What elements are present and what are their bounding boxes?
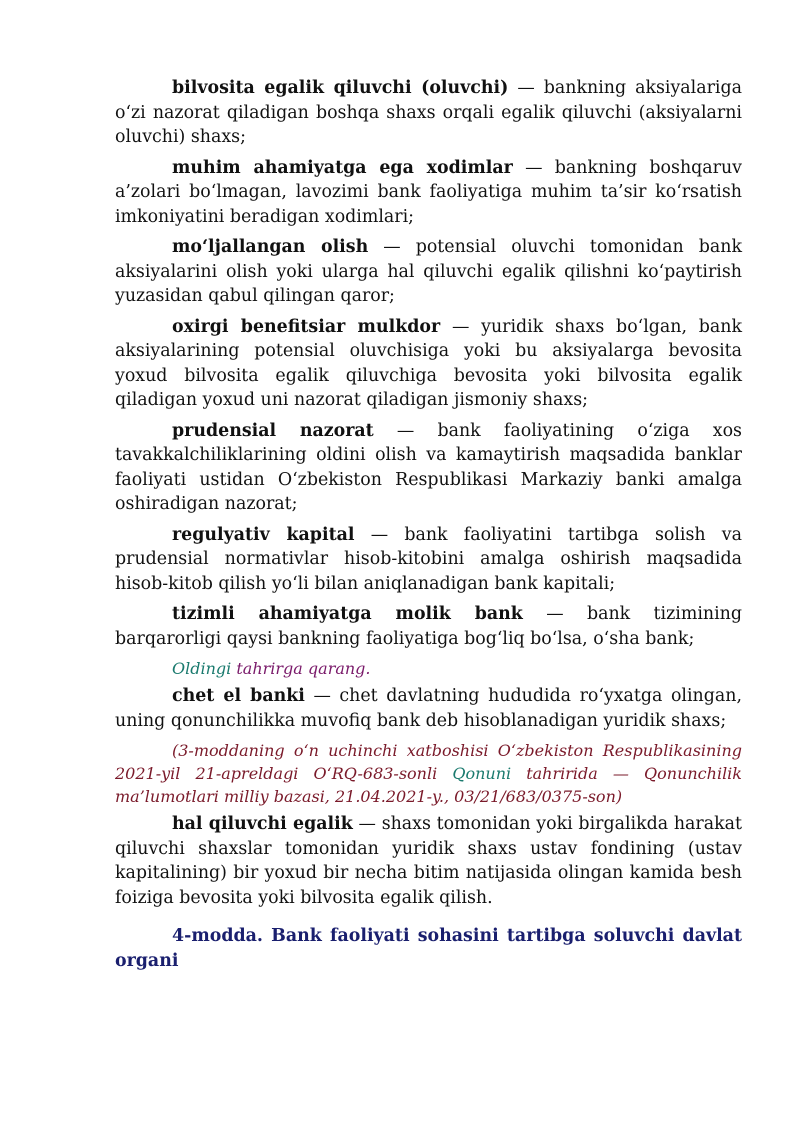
previous-edition-link[interactable]: Oldingi: [172, 659, 232, 678]
definition-term: regulyativ kapital: [172, 524, 355, 545]
definition-separator: —: [354, 524, 405, 545]
definition-paragraph: [115, 235, 742, 309]
amendment-note-text: (3-moddaning o‘n uchinchi xatboshisi O‘zbekiston Respublikasining 2021-yil 21-apreldagi O‘RQ-683-sonli: [115, 741, 742, 783]
definition-term: bilvosita egalik qiluvchi (oluvchi): [172, 78, 509, 98]
definition-term: prudensial nazorat: [172, 420, 374, 441]
previous-edition-text[interactable]: tahrirga qarang.: [231, 659, 371, 678]
definition-text: bank tizimining barqarorligi qaysi bankning faoliyatiga bog‘liq bo‘lsa, o‘sha bank;: [115, 604, 742, 649]
definition-text: bank faoliyatini tartibga solish va prudensial normativlar hisob-kitobini amalga oshirish maqsadida hisob-kitob qilish yo‘li bilan aniqlanadigan bank kapitali;: [115, 524, 742, 594]
definition-separator: —: [512, 157, 555, 178]
definition-text: potensial oluvchi tomonidan bank aksiyalarini olish yoki ularga hal qiluvchi egalik qilishni ko‘paytirish yuzasidan qabul qilingan qaror;: [115, 237, 742, 306]
definition-separator: —: [522, 604, 587, 624]
amendment-note-text: tahririda — Qonunchilik ma’lumotlari milliy bazasi, 21.04.2021-y., 03/21/683/0375-son): [115, 764, 742, 806]
definition-paragraph: [115, 523, 742, 597]
article-heading: 4-modda. Bank faoliyati sohasini tartibga soluvchi davlat organi: [115, 926, 742, 971]
definition-term: mo‘ljallangan olish: [172, 237, 369, 257]
definition-paragraph: [115, 684, 742, 733]
definition-text: bankning aksiyalariga o‘zi nazorat qiladigan boshqa shaxs orqali egalik qiluvchi (aksiyalarni oluvchi) shaxs;: [115, 78, 742, 147]
definition-separator: —: [352, 814, 382, 834]
definition-term: oxirgi benefitsiar mulkdor: [172, 316, 441, 337]
definition-text: chet davlatning hududida ro‘yxatga olingan, uning qonunchilikka muvofiq bank deb hisoblanadigan yuridik shaxs;: [115, 686, 742, 731]
definition-term: hal qiluvchi egalik: [172, 814, 353, 834]
definition-paragraph: [115, 602, 742, 651]
definition-paragraph: [115, 156, 742, 230]
amendment-note: [115, 739, 742, 808]
definition-term: muhim ahamiyatga ega xodimlar: [172, 157, 513, 178]
definition-separator: —: [368, 237, 416, 257]
definition-paragraph: [115, 315, 742, 413]
definition-term: tizimli ahamiyatga molik bank: [172, 604, 523, 624]
definition-separator: —: [440, 316, 482, 337]
definition-paragraph: [115, 812, 742, 910]
definition-term: chet el banki: [172, 686, 305, 706]
definition-text: bank faoliyatining o‘ziga xos tavakkalchiliklarining oldini olish va kamaytirish maqsadida banklar faoliyati ustidan O‘zbekiston Respublikasi Markaziy banki amalga oshiradigan nazorat;: [115, 420, 742, 514]
definition-paragraph: [115, 419, 742, 517]
definition-paragraph: [115, 76, 742, 150]
previous-edition-note: [115, 657, 742, 680]
law-link[interactable]: Qonuni: [452, 764, 512, 783]
definition-text: shaxs tomonidan yoki birgalikda harakat qiluvchi shaxslar tomonidan yuridik shaxs ustav fondining (ustav kapitalining) bir yoxud bir necha bitim natijasida olingan kamida besh foiziga bevosita yoki bilvosita egalik qilish.: [115, 814, 742, 908]
definition-text: bankning boshqaruv a’zolari bo‘lmagan, lavozimi bank faoliyatiga muhim ta’sir ko‘rsatish imkoniyatini beradigan xodimlari;: [115, 157, 742, 227]
definition-text: yuridik shaxs bo‘lgan, bank aksiyalarining potensial oluvchisiga yoki bu aksiyalarga bevosita yoxud bilvosita egalik qiluvchiga bevosita yoki bilvosita egalik qiladigan yoxud uni nazorat qiladigan jismoniy shaxs;: [115, 316, 742, 410]
definition-separator: —: [508, 78, 544, 98]
definition-separator: —: [304, 686, 340, 706]
definition-separator: —: [373, 420, 438, 441]
